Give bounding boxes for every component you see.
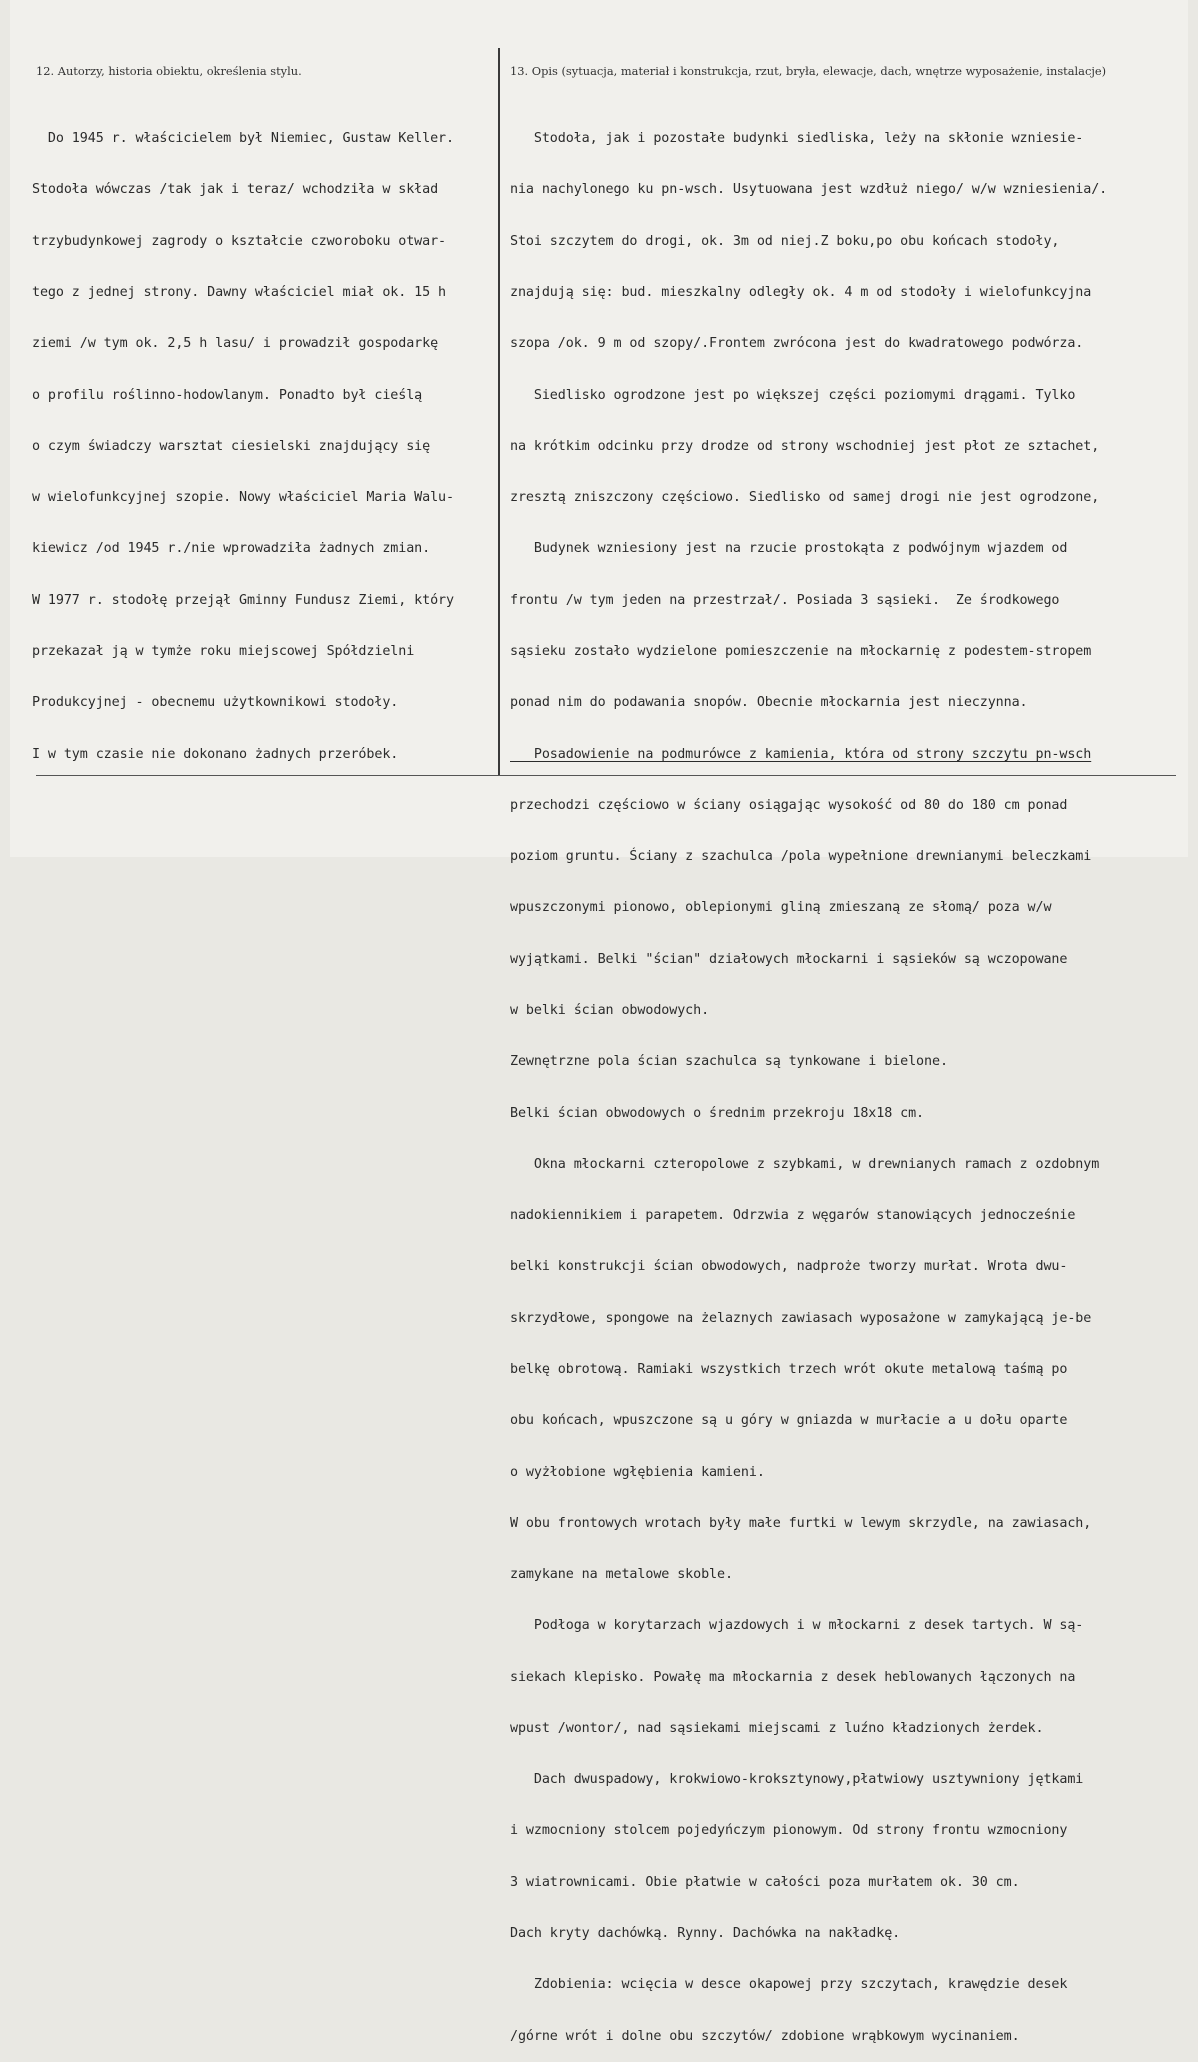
text-line: frontu /w tym jeden na przestrzał/. Posiada 3 sąsieki. Ze środkowego — [510, 592, 1060, 608]
text-line: poziom gruntu. Ściany z szachulca /pola wypełnione drewnianymi beleczkami — [510, 849, 1092, 865]
section-13-heading: 13. Opis (sytuacja, materiał i konstrukcja, rzut, bryła, elewacje, dach, wnętrze wyposażenie, instalacje) — [510, 64, 1107, 78]
text-line: sąsieku zostało wydzielone pomieszczenie na młockarnię z podestem-stropem — [510, 644, 1092, 659]
text-line: zamykane na metalowe skoble. — [510, 1567, 733, 1583]
text-line-podloga: Podłoga w korytarzach wjazdowych i w młockarni z desek tartych. W są- — [510, 1618, 1084, 1634]
text-line: znajdują się: bud. mieszkalny odległy ok. 4 m od stodoły i wielofunkcyjna — [510, 285, 1092, 301]
text-line: na krótkim odcinku przy drodze od strony wschodniej jest płot ze sztachet, — [510, 438, 1100, 454]
text-line: o profilu roślinno-hodowlanym. Ponadto był cieślą — [32, 387, 423, 403]
history-text — [32, 96, 494, 780]
text-line: przekazał ją w tymże roku miejscowej Spółdzielni — [32, 644, 415, 659]
text-line-dach: Dach dwuspadowy, krokwiowo-kroksztynowy,płatwiowy usztywniony jętkami — [510, 1772, 1084, 1788]
text-line: Siedlisko ogrodzone jest po większej części poziomymi drągami. Tylko — [510, 387, 1076, 403]
text-line: Dach kryty dachówką. Rynny. Dachówka na nakładkę. — [510, 1926, 901, 1942]
text-line: Produkcyjnej - obecnemu użytkownikowi stodoły. — [32, 695, 399, 711]
text-line: ziemi /w tym ok. 2,5 h lasu/ i prowadził gospodarkę — [32, 336, 439, 352]
text-line: belki konstrukcji ścian obwodowych, nadproże tworzy murłat. Wrota dwu- — [510, 1259, 1068, 1275]
text-line: nadokiennikiem i parapetem. Odrzwia z węgarów stanowiących jednocześnie — [510, 1208, 1076, 1224]
text-line: ponad nim do podawania snopów. Obecnie młockarnia jest nieczynna. — [510, 695, 1028, 711]
text-line: Stoi szczytem do drogi, ok. 3m od niej.Z boku,po obu końcach stodoły, — [510, 233, 1060, 249]
text-line: Belki ścian obwodowych o średnim przekroju 18x18 cm. — [510, 1105, 925, 1121]
text-line: belkę obrotową. Ramiaki wszystkich trzech wrót okute metalową taśmą po — [510, 1361, 1068, 1377]
text-line: 3 wiatrownicami. Obie płatwie w całości poza murłatem ok. 30 cm. — [510, 1874, 1020, 1890]
text-line: Do 1945 r. właścicielem był Niemiec, Gustaw Keller. — [32, 131, 454, 147]
text-line: wyjątkami. Belki "ścian" działowych młockarni i sąsieków są wczopowane — [510, 951, 1068, 967]
text-line: kiewicz /od 1945 r./nie wprowadziła żadnych zmian. — [32, 541, 431, 557]
text-line: o wyżłobione wgłębienia kamieni. — [510, 1464, 765, 1480]
text-line: W obu frontowych wrotach były małe furtki w lewym skrzydle, na zawiasach, — [510, 1515, 1092, 1531]
text-line: I w tym czasie nie dokonano żadnych przeróbek. — [32, 746, 399, 762]
text-line: w wielofunkcyjnej szopie. Nowy właściciel Maria Walu- — [32, 490, 454, 506]
text-line: szopa /ok. 9 m od szopy/.Frontem zwrócona jest do kwadratowego podwórza. — [510, 336, 1084, 352]
text-line: /górne wrót i dolne obu szczytów/ zdobione wrąbkowym wycinaniem. — [510, 2028, 1020, 2044]
text-line: siekach klepisko. Powałę ma młockarnia z desek heblowanych łączonych na — [510, 1669, 1076, 1685]
text-line: w belki ścian obwodowych. — [510, 1002, 710, 1018]
text-line: nia nachylonego ku pn-wsch. Usytuowana jest wzdłuż niego/ w/w wzniesienia/. — [510, 182, 1108, 198]
text-line: Budynek wzniesiony jest na rzucie prostokąta z podwójnym wjazdem od — [510, 541, 1068, 557]
description-text — [510, 96, 1170, 2062]
text-line: tego z jednej strony. Dawny właściciel miał ok. 15 h — [32, 285, 447, 301]
text-line: zresztą zniszczony częściowo. Siedlisko od samej drogi nie jest ogrodzone, — [510, 490, 1100, 506]
text-line: przechodzi częściowo w ściany osiągając wysokość od 80 do 180 cm ponad — [510, 797, 1068, 813]
text-line-posadowienie: Posadowienie na podmurówce z kamienia, która od strony szczytu pn-wsch — [510, 746, 1092, 762]
text-line: Stodoła, jak i pozostałe budynki siedliska, leży na skłonie wzniesie- — [510, 131, 1084, 147]
text-line: obu końcach, wpuszczone są u góry w gniazda w murłacie a u dołu oparte — [510, 1413, 1068, 1429]
text-line: skrzydłowe, spongowe na żelaznych zawiasach wyposażone w zamykającą je-be — [510, 1310, 1092, 1326]
text-line: W 1977 r. stodołę przejął Gminny Fundusz Ziemi, który — [32, 592, 454, 608]
text-line-zdobienia: Zdobienia: wcięcia w desce okapowej przy szczytach, krawędzie desek — [510, 1977, 1068, 1993]
text-line: Zewnętrzne pola ścian szachulca są tynkowane i bielone. — [510, 1054, 948, 1070]
text-line: Stodoła wówczas /tak jak i teraz/ wchodziła w skład — [32, 182, 439, 198]
text-line: wpust /wontor/, nad sąsiekami miejscami z luźno kładzionych żerdek. — [510, 1720, 1044, 1736]
column-divider — [498, 48, 500, 776]
text-line: o czym świadczy warsztat ciesielski znajdujący się — [32, 438, 431, 454]
text-line: wpuszczonymi pionowo, oblepionymi gliną zmieszaną ze słomą/ poza w/w — [510, 900, 1052, 916]
text-line: i wzmocniony stolcem pojedyńczym pionowym. Od strony frontu wzmocniony — [510, 1823, 1068, 1839]
text-line: trzybudynkowej zagrody o kształcie czworoboku otwar- — [32, 233, 447, 249]
text-line-okna: Okna młockarni czteropolowe z szybkami, w drewnianych ramach z ozdobnym — [510, 1156, 1100, 1172]
section-12-heading: 12. Autorzy, historia obiektu, określenia stylu. — [36, 64, 302, 78]
